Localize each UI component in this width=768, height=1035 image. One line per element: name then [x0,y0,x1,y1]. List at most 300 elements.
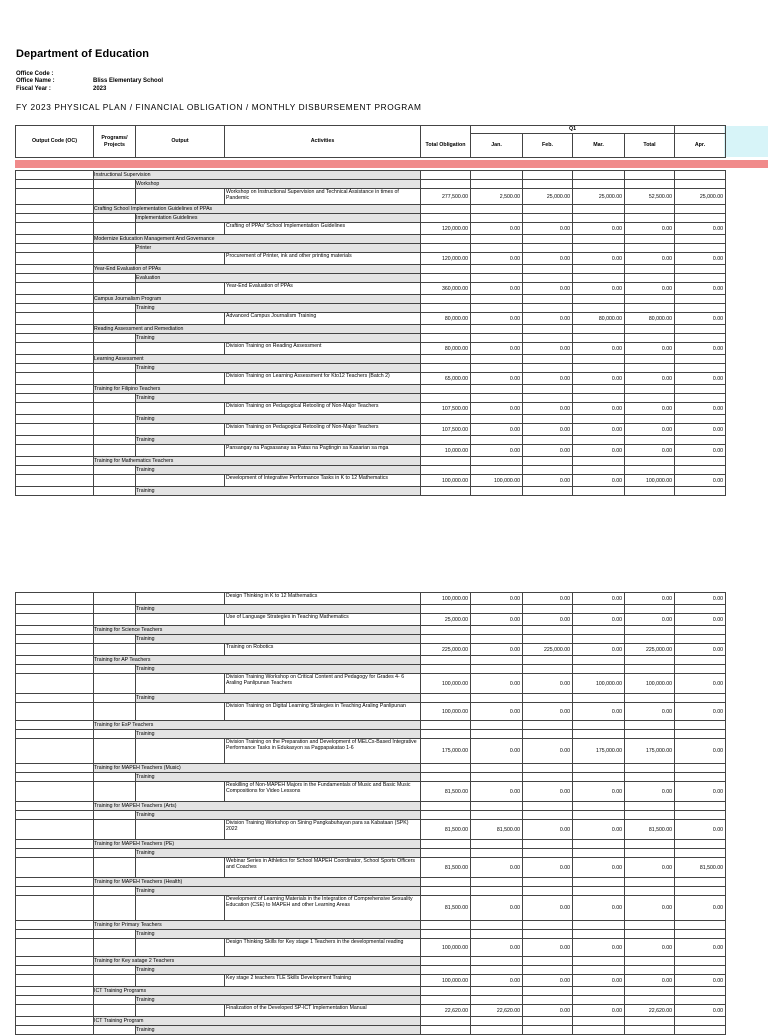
activity-text: Use of Language Strategies in Teaching Mathematics [225,614,421,626]
activity-row [16,858,726,878]
program-row [16,325,726,334]
program-name: Training for Key satage 2 Teachers [94,957,421,966]
output-row [16,849,726,858]
mar-value: 0.00 [573,373,625,385]
total-obligation-value: 107,500.00 [421,424,471,436]
activity-text: Design Thinking in K to 12 Mathematics [225,593,421,605]
program-row [16,171,726,180]
output-name: Implementation Guidelines [136,214,421,223]
q1-total-value: 0.00 [625,782,675,802]
activity-text: Crafting of PPAs' School Implementation Guidelines [225,223,421,235]
total-obligation-value: 65,000.00 [421,373,471,385]
q1-total-value: 0.00 [625,939,675,957]
activity-text: Division Training on Digital Learning Strategies in Teaching Araling Panlipunan [225,703,421,721]
mar-value: 0.00 [573,644,625,656]
activity-row [16,424,726,436]
q1-total-value: 225,000.00 [625,644,675,656]
output-row [16,665,726,674]
activity-text: Design Thinking Skills for Key stage 1 Teachers in the developmental reading [225,939,421,957]
mar-value: 0.00 [573,403,625,415]
feb-value: 0.00 [523,820,573,840]
col-feb: Feb. [523,134,573,158]
mar-value: 0.00 [573,614,625,626]
activity-row [16,445,726,457]
activity-row [16,343,726,355]
col-q1-total: Total [625,134,675,158]
output-row [16,635,726,644]
apr-value: 0.00 [675,1005,726,1017]
output-row [16,1026,726,1035]
jan-value: 0.00 [471,674,523,694]
feb-value: 0.00 [523,674,573,694]
activity-text: Division Training on the Preparation and Development of MELCs-Based Integrative Performance Tasks in Edukasyon sa Pagpapakatao 1-6 [225,739,421,764]
output-name: Training [136,730,421,739]
output-name: Training [136,996,421,1005]
program-name: Training for EsP Teachers [94,721,421,730]
mar-value: 0.00 [573,283,625,295]
feb-value: 0.00 [523,703,573,721]
total-obligation-value: 120,000.00 [421,223,471,235]
total-obligation-value: 100,000.00 [421,975,471,987]
mar-value: 0.00 [573,975,625,987]
jan-value: 0.00 [471,373,523,385]
program-name: Instructional Supervision [94,171,421,180]
program-row [16,987,726,996]
output-name: Training [136,811,421,820]
feb-value: 0.00 [523,313,573,325]
apr-value: 0.00 [675,343,726,355]
program-name: ICT Training Programs [94,987,421,996]
activity-row [16,223,726,235]
total-obligation-value: 25,000.00 [421,614,471,626]
apr-value: 0.00 [675,313,726,325]
output-row [16,274,726,283]
q1-total-value: 0.00 [625,253,675,265]
mar-value: 0.00 [573,820,625,840]
apr-value: 0.00 [675,739,726,764]
program-name: Year-End Evaluation of PPAs [94,265,421,274]
col-jan: Jan. [471,134,523,158]
output-name: Training [136,930,421,939]
output-row [16,436,726,445]
jan-value: 0.00 [471,403,523,415]
program-name: Learning Assessment [94,355,421,364]
program-row [16,205,726,214]
total-obligation-value: 81,500.00 [421,820,471,840]
q1-total-value: 0.00 [625,975,675,987]
q1-total-value: 0.00 [625,614,675,626]
apr-value: 0.00 [675,373,726,385]
mar-value: 0.00 [573,343,625,355]
jan-value: 0.00 [471,593,523,605]
activity-text: Division Training on Pedagogical Retooling of Non-Major Teachers [225,403,421,415]
jan-value: 0.00 [471,253,523,265]
jan-value: 0.00 [471,939,523,957]
total-obligation-value: 100,000.00 [421,939,471,957]
obligation-table-page-2 [15,592,726,1035]
output-row [16,487,726,496]
program-row [16,840,726,849]
activity-row [16,1005,726,1017]
output-name: Training [136,966,421,975]
apr-value: 0.00 [675,403,726,415]
q1-total-value: 0.00 [625,445,675,457]
total-obligation-value: 22,620.00 [421,1005,471,1017]
output-name: Training [136,887,421,896]
apr-value: 0.00 [675,283,726,295]
output-row [16,730,726,739]
jan-value: 0.00 [471,283,523,295]
q1-total-value: 0.00 [625,593,675,605]
program-row [16,355,726,364]
activity-text: Training on Robotics [225,644,421,656]
feb-value: 0.00 [523,343,573,355]
program-row [16,1017,726,1026]
output-row [16,605,726,614]
output-name: Training [136,394,421,403]
total-obligation-value: 100,000.00 [421,674,471,694]
apr-value: 0.00 [675,896,726,921]
jan-value: 22,620.00 [471,1005,523,1017]
activity-row [16,614,726,626]
output-row [16,214,726,223]
jan-value: 0.00 [471,223,523,235]
mar-value: 80,000.00 [573,313,625,325]
output-row [16,394,726,403]
program-name: Training for AP Teachers [94,656,421,665]
activity-row [16,782,726,802]
program-name: ICT Training Program [94,1017,421,1026]
total-obligation-value: 107,500.00 [421,403,471,415]
activity-row [16,674,726,694]
activity-text: Pansangay na Pagsasanay sa Patas na Pagtingin sa Kasarian sa mga [225,445,421,457]
feb-value: 0.00 [523,403,573,415]
activity-row [16,373,726,385]
total-obligation-value: 81,500.00 [421,896,471,921]
feb-value: 0.00 [523,614,573,626]
activity-row [16,703,726,721]
output-name: Training [136,1026,421,1035]
output-name: Training [136,334,421,343]
activity-row [16,283,726,295]
activity-text: Development of Integrative Performance Tasks in K to 12 Mathematics [225,475,421,487]
jan-value: 0.00 [471,614,523,626]
feb-value: 0.00 [523,896,573,921]
office-info [16,71,163,93]
output-name: Training [136,304,421,313]
program-row [16,957,726,966]
output-name: Training [136,487,421,496]
program-row [16,235,726,244]
activity-text: Advanced Campus Journalism Training [225,313,421,325]
q1-total-value: 100,000.00 [625,475,675,487]
program-name: Modernize Education Management And Governance [94,235,421,244]
mar-value: 0.00 [573,475,625,487]
q1-total-value: 0.00 [625,283,675,295]
output-row [16,334,726,343]
program-name: Training for MAPEH Teachers (Health) [94,878,421,887]
mar-value: 0.00 [573,896,625,921]
activity-row [16,896,726,921]
output-name: Workshop [136,180,421,189]
activity-row [16,975,726,987]
apr-value: 25,000.00 [675,189,726,205]
jan-value: 0.00 [471,424,523,436]
total-obligation-value: 175,000.00 [421,739,471,764]
output-row [16,930,726,939]
feb-value: 0.00 [523,782,573,802]
jan-value: 0.00 [471,445,523,457]
jan-value: 0.00 [471,782,523,802]
program-row [16,721,726,730]
output-row [16,244,726,253]
feb-value: 0.00 [523,1005,573,1017]
output-name: Training [136,694,421,703]
q1-total-value: 0.00 [625,373,675,385]
header-divider-bar [15,160,768,168]
mar-value: 0.00 [573,593,625,605]
feb-value: 0.00 [523,253,573,265]
activity-text: Workshop on Instructional Supervision and Technical Assistance in times of Pandemic [225,189,421,205]
mar-value: 25,000.00 [573,189,625,205]
program-title: FY 2023 PHYSICAL PLAN / FINANCIAL OBLIGATION / MONTHLY DISBURSEMENT PROGRAM [16,102,422,112]
total-obligation-value: 81,500.00 [421,782,471,802]
activity-text: Division Training on Pedagogical Retooling of Non-Major Teachers [225,424,421,436]
output-name: Training [136,773,421,782]
apr-value: 0.00 [675,820,726,840]
fiscal-year-label: Fiscal Year : [16,85,51,92]
activity-text: Year-End Evaluation of PPAs [225,283,421,295]
activity-row [16,739,726,764]
q1-total-value: 0.00 [625,424,675,436]
apr-value: 0.00 [675,445,726,457]
total-obligation-value: 360,000.00 [421,283,471,295]
mar-value: 0.00 [573,858,625,878]
department-title: Department of Education [16,48,150,60]
apr-value: 0.00 [675,975,726,987]
apr-value: 0.00 [675,475,726,487]
output-row [16,364,726,373]
program-name: Training for Primary Teachers [94,921,421,930]
feb-value: 0.00 [523,373,573,385]
col-programs: Programs/ Projects [94,126,136,158]
jan-value: 0.00 [471,644,523,656]
program-row [16,656,726,665]
mar-value: 0.00 [573,223,625,235]
col-mar: Mar. [573,134,625,158]
apr-value: 0.00 [675,223,726,235]
program-name: Crafting School Implementation Guidelines of PPAs [94,205,421,214]
activity-text: Finalization of the Developed SP-ICT Implementation Manual [225,1005,421,1017]
program-name: Campus Journalism Program [94,295,421,304]
jan-value: 0.00 [471,313,523,325]
q1-total-value: 100,000.00 [625,674,675,694]
output-name: Training [136,665,421,674]
jan-value: 0.00 [471,975,523,987]
q1-total-value: 52,500.00 [625,189,675,205]
apr-value: 0.00 [675,703,726,721]
q1-total-value: 0.00 [625,223,675,235]
jan-value: 81,500.00 [471,820,523,840]
total-obligation-value: 81,500.00 [421,858,471,878]
q1-total-value: 22,620.00 [625,1005,675,1017]
activity-row [16,475,726,487]
jan-value: 0.00 [471,739,523,764]
total-obligation-value: 80,000.00 [421,313,471,325]
output-row [16,304,726,313]
mar-value: 0.00 [573,253,625,265]
activity-text: Division Training on Reading Assessment [225,343,421,355]
q1-total-value: 80,000.00 [625,313,675,325]
output-row [16,773,726,782]
program-name: Training for Science Teachers [94,626,421,635]
mar-value: 175,000.00 [573,739,625,764]
program-row [16,764,726,773]
output-name: Training [136,849,421,858]
feb-value: 0.00 [523,445,573,457]
feb-value: 0.00 [523,739,573,764]
output-row [16,180,726,189]
activity-row [16,820,726,840]
output-name: Training [136,364,421,373]
q1-total-value: 81,500.00 [625,820,675,840]
output-row [16,466,726,475]
activity-row [16,189,726,205]
total-obligation-value: 10,000.00 [421,445,471,457]
sheet-tab-highlight [724,126,768,157]
activity-row [16,644,726,656]
col-activities: Activities [225,126,421,158]
program-row [16,802,726,811]
activity-text: Key stage 2 teachers TLE Skills Development Training [225,975,421,987]
office-name-value: Bliss Elementary School [93,78,164,85]
feb-value: 0.00 [523,223,573,235]
q1-total-value: 175,000.00 [625,739,675,764]
total-obligation-value: 100,000.00 [421,703,471,721]
program-row [16,385,726,394]
apr-value: 0.00 [675,939,726,957]
jan-value: 0.00 [471,343,523,355]
output-name: Training [136,415,421,424]
activity-text: Division Training Workshop on Sining Pangkabuhayan para sa Kabataan (SPK) 2022 [225,820,421,840]
feb-value: 225,000.00 [523,644,573,656]
program-row [16,626,726,635]
output-name: Training [136,605,421,614]
activity-text: Procurement of Printer, ink and other printing materials [225,253,421,265]
program-name: Training for Filipino Teachers [94,385,421,394]
apr-value: 0.00 [675,644,726,656]
output-name: Printer [136,244,421,253]
q1-total-value: 0.00 [625,703,675,721]
output-name: Training [136,635,421,644]
jan-value: 0.00 [471,858,523,878]
mar-value: 0.00 [573,703,625,721]
feb-value: 25,000.00 [523,189,573,205]
program-name: Reading Assessment and Remediation [94,325,421,334]
header-table [15,125,726,158]
activity-text: Reskilling of Non-MAPEH Majors in the Fundamentals of Music and Basic Music Compositions for Video Lessons [225,782,421,802]
col-output-code: Output Code (OC) [16,126,94,158]
mar-value: 0.00 [573,445,625,457]
program-row [16,265,726,274]
q1-total-value: 0.00 [625,403,675,415]
activity-row [16,403,726,415]
apr-value: 0.00 [675,253,726,265]
output-row [16,694,726,703]
apr-value: 0.00 [675,424,726,436]
q1-total-value: 0.00 [625,896,675,921]
col-output: Output [136,126,225,158]
apr-value: 0.00 [675,674,726,694]
jan-value: 0.00 [471,703,523,721]
feb-value: 0.00 [523,475,573,487]
total-obligation-value: 225,000.00 [421,644,471,656]
feb-value: 0.00 [523,283,573,295]
output-row [16,966,726,975]
apr-value: 0.00 [675,782,726,802]
col-q1: Q1 [471,126,675,134]
apr-value: 81,500.00 [675,858,726,878]
mar-value: 0.00 [573,782,625,802]
feb-value: 0.00 [523,939,573,957]
activity-text: Division Training Workshop on Critical Content and Pedagogy for Grades 4- 6 Araling Panlipunan Teachers [225,674,421,694]
mar-value: 0.00 [573,424,625,436]
apr-value: 0.00 [675,593,726,605]
output-row [16,996,726,1005]
feb-value: 0.00 [523,858,573,878]
output-name: Training [136,466,421,475]
program-row [16,878,726,887]
output-name: Evaluation [136,274,421,283]
output-row [16,415,726,424]
output-name: Training [136,436,421,445]
apr-value: 0.00 [675,614,726,626]
feb-value: 0.00 [523,975,573,987]
total-obligation-value: 100,000.00 [421,593,471,605]
q1-total-value: 0.00 [625,343,675,355]
office-name-label: Office Name : [16,78,55,85]
activity-text: Development of Learning Materials in the Integration of Comprehensive Sexuality Education (CSE) to MAPEH and other Learning Areas [225,896,421,921]
jan-value: 100,000.00 [471,475,523,487]
obligation-table-page-1 [15,170,726,496]
program-name: Training for Mathematics Teachers [94,457,421,466]
total-obligation-value: 100,000.00 [421,475,471,487]
col-total-obligation: Total Obligation [421,134,471,158]
col-apr: Apr. [675,134,726,158]
mar-value: 0.00 [573,939,625,957]
feb-value: 0.00 [523,424,573,436]
q1-total-value: 0.00 [625,858,675,878]
activity-row [16,593,726,605]
activity-row [16,939,726,957]
total-obligation-value: 277,500.00 [421,189,471,205]
output-row [16,811,726,820]
activity-row [16,253,726,265]
total-obligation-value: 80,000.00 [421,343,471,355]
output-row [16,887,726,896]
program-row [16,921,726,930]
activity-text: Webinar Series in Athletics for School MAPEH Coordinator, School Sports Officers and Coaches [225,858,421,878]
program-name: Training for MAPEH Teachers (Music) [94,764,421,773]
total-obligation-value: 120,000.00 [421,253,471,265]
program-name: Training for MAPEH Teachers (PE) [94,840,421,849]
mar-value: 100,000.00 [573,674,625,694]
activity-text: Division Training on Learning Assessment for Kto12 Teachers (Batch 2) [225,373,421,385]
fiscal-year-value: 2023 [93,85,107,92]
office-code-label: Office Code : [16,71,54,77]
program-row [16,457,726,466]
activity-row [16,313,726,325]
